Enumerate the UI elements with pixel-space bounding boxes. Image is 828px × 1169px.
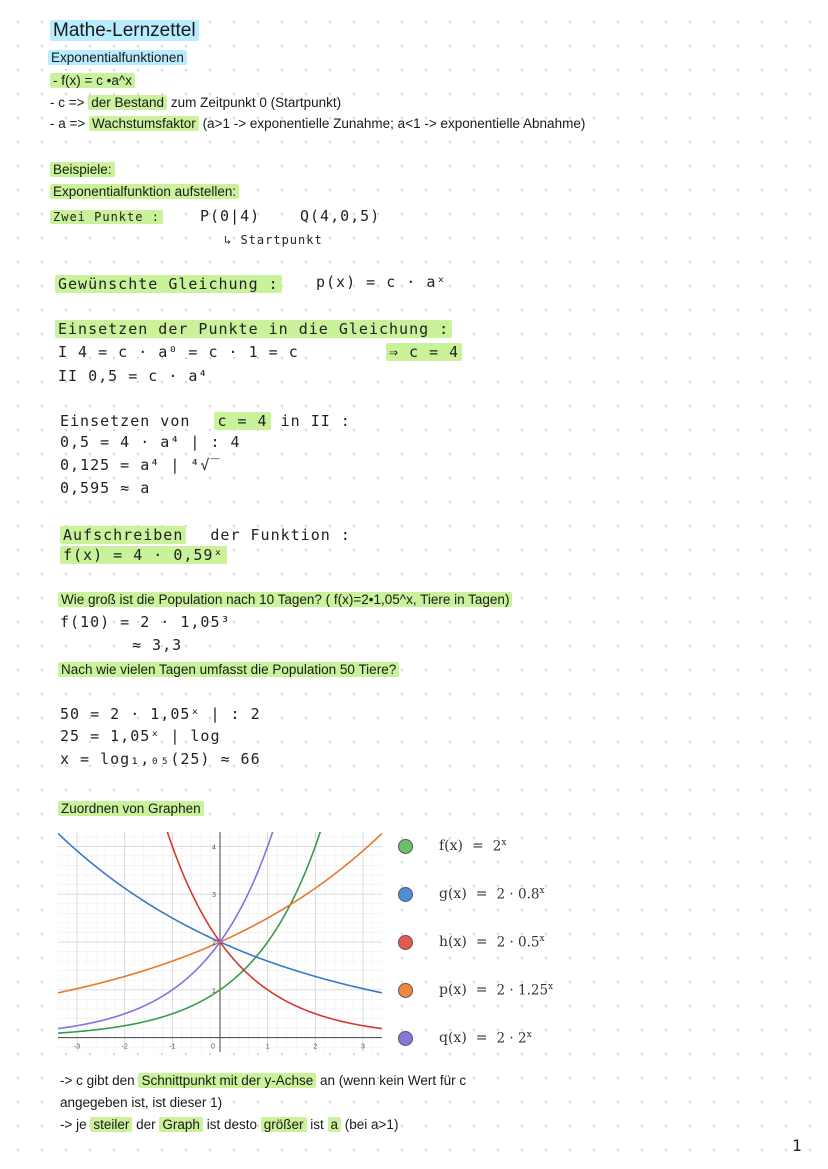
y-tick-label: 2 [212,940,216,947]
x-tick-label: -2 [121,1043,128,1051]
legend-expression [497,982,554,999]
legend-item-fx [398,838,506,855]
legend-item-hx [398,934,545,951]
legend-expression-base: 2 [492,838,502,855]
equation-line-2: II 0,5 = c · a⁴ [58,367,209,385]
definition-a: - a => Wachstumsfaktor (a>1 -> exponentielle Zunahme; a<1 -> exponentielle Abnahme) [50,116,586,131]
legend-expression [497,886,545,903]
legend-label: p(x) [439,982,467,999]
legend-expression-exponent: x [539,934,545,944]
calc-line-1: 0,5 = 4 · a⁴ | : 4 [60,433,241,451]
legend-equals: = [472,838,484,855]
legend-label: h(x) [439,934,467,951]
legend-color-dot [398,839,413,854]
legend-label: q(x) [439,1030,467,1047]
population-question-2: Nach wie vielen Tagen umfasst die Population 50 Tiere? [58,662,399,677]
calc-line-2: 0,125 = a⁴ | ⁴√‾ [60,456,221,474]
x-tick-label: 0 [211,1043,215,1051]
equation-line-1-result: ⇒ c = 4 [386,343,462,361]
note-line-3: -> je steiler der Graph ist desto größer ist a (bei a>1) [60,1117,399,1132]
graphs-heading: Zuordnen von Graphen [58,801,204,816]
note-line-2: angegeben ist, ist dieser 1) [60,1095,223,1110]
legend-color-dot [398,935,413,950]
legend-color-dot [398,887,413,902]
y-tick-label: 1 [212,987,216,995]
population-answer-1-line-2: ≈ 3,3 [132,636,183,654]
examples-heading: Beispiele: [50,162,115,177]
write-result: f(x) = 4 · 0,59ˣ [60,546,227,564]
startpunkt-note: ↳ Startpunkt [224,233,323,247]
legend-expression [497,934,545,951]
y-tick-label: 3 [212,892,216,900]
insert-label: Einsetzen der Punkte in die Gleichung : [55,320,452,338]
legend-color-dot [398,983,413,998]
population-answer-2-line-2: 25 = 1,05ˣ | log [60,727,221,745]
x-tick-label: 2 [313,1043,318,1051]
definition-formula: - f(x) = c •a^x [50,73,135,88]
page-title: Mathe-Lernzettel [50,20,199,42]
equation-form: p(x) = c · aˣ [316,273,447,291]
legend-expression-exponent: x [526,1030,532,1040]
legend-item-px [398,982,553,999]
population-answer-2-line-1: 50 = 2 · 1,05ˣ | : 2 [60,705,261,723]
legend-equals: = [475,1030,488,1047]
x-tick-label: -1 [169,1043,176,1051]
equation-label: Gewünschte Gleichung : [55,275,282,293]
legend-item-qx [398,1030,532,1047]
x-tick-label: 3 [360,1043,365,1051]
legend-expression [493,838,507,855]
legend-expression-base: 2 · 0.8 [496,886,540,903]
x-tick-label: -3 [73,1043,81,1051]
insert2-label: Einsetzen von c = 4 in II : [60,412,351,430]
write-label: Aufschreiben der Funktion : [60,526,351,544]
section-title: Exponentialfunktionen [48,50,187,65]
legend-expression-base: 2 · 1.25 [496,982,549,999]
y-tick-label: 4 [212,844,216,852]
legend-expression [497,1030,532,1047]
legend-expression-exponent: x [548,982,554,992]
definition-c: - c => der Bestand zum Zeitpunkt 0 (Startpunkt) [50,95,342,110]
legend-item-gx [398,886,545,903]
point-q: Q(4,0,5) [300,207,381,225]
legend-equals: = [475,982,488,999]
note-line-1: -> c gibt den Schnittpunkt mit der y-Achse an (wenn kein Wert für c [60,1073,467,1088]
page-number: 1 [792,1136,803,1155]
x-tick-label: 1 [265,1043,270,1051]
examples-subheading: Exponentialfunktion aufstellen: [50,184,239,199]
legend-expression-exponent: x [539,886,545,896]
legend-label: g(x) [439,886,467,903]
legend-expression-exponent: x [501,838,507,848]
exponential-graph-chart [58,832,382,1052]
legend-expression-base: 2 · 0.5 [496,934,540,951]
calc-line-3: 0,595 ≈ a [60,479,151,497]
point-p: P(0|4) [200,207,261,225]
population-answer-1-line-1: f(10) = 2 · 1,05³ [60,613,231,631]
legend-equals: = [475,886,488,903]
legend-color-dot [398,1031,413,1046]
population-question-1: Wie groß ist die Population nach 10 Tagen? ( f(x)=2•1,05^x, Tiere in Tagen) [58,592,512,607]
legend-expression-base: 2 · 2 [496,1030,527,1047]
legend-equals: = [475,934,488,951]
legend-label: f(x) [439,838,464,855]
population-answer-2-line-3: x = log₁,₀₅(25) ≈ 66 [60,750,261,768]
points-label: Zwei Punkte : [50,210,163,224]
equation-line-1: I 4 = c · a⁰ = c · 1 = c [58,343,299,361]
